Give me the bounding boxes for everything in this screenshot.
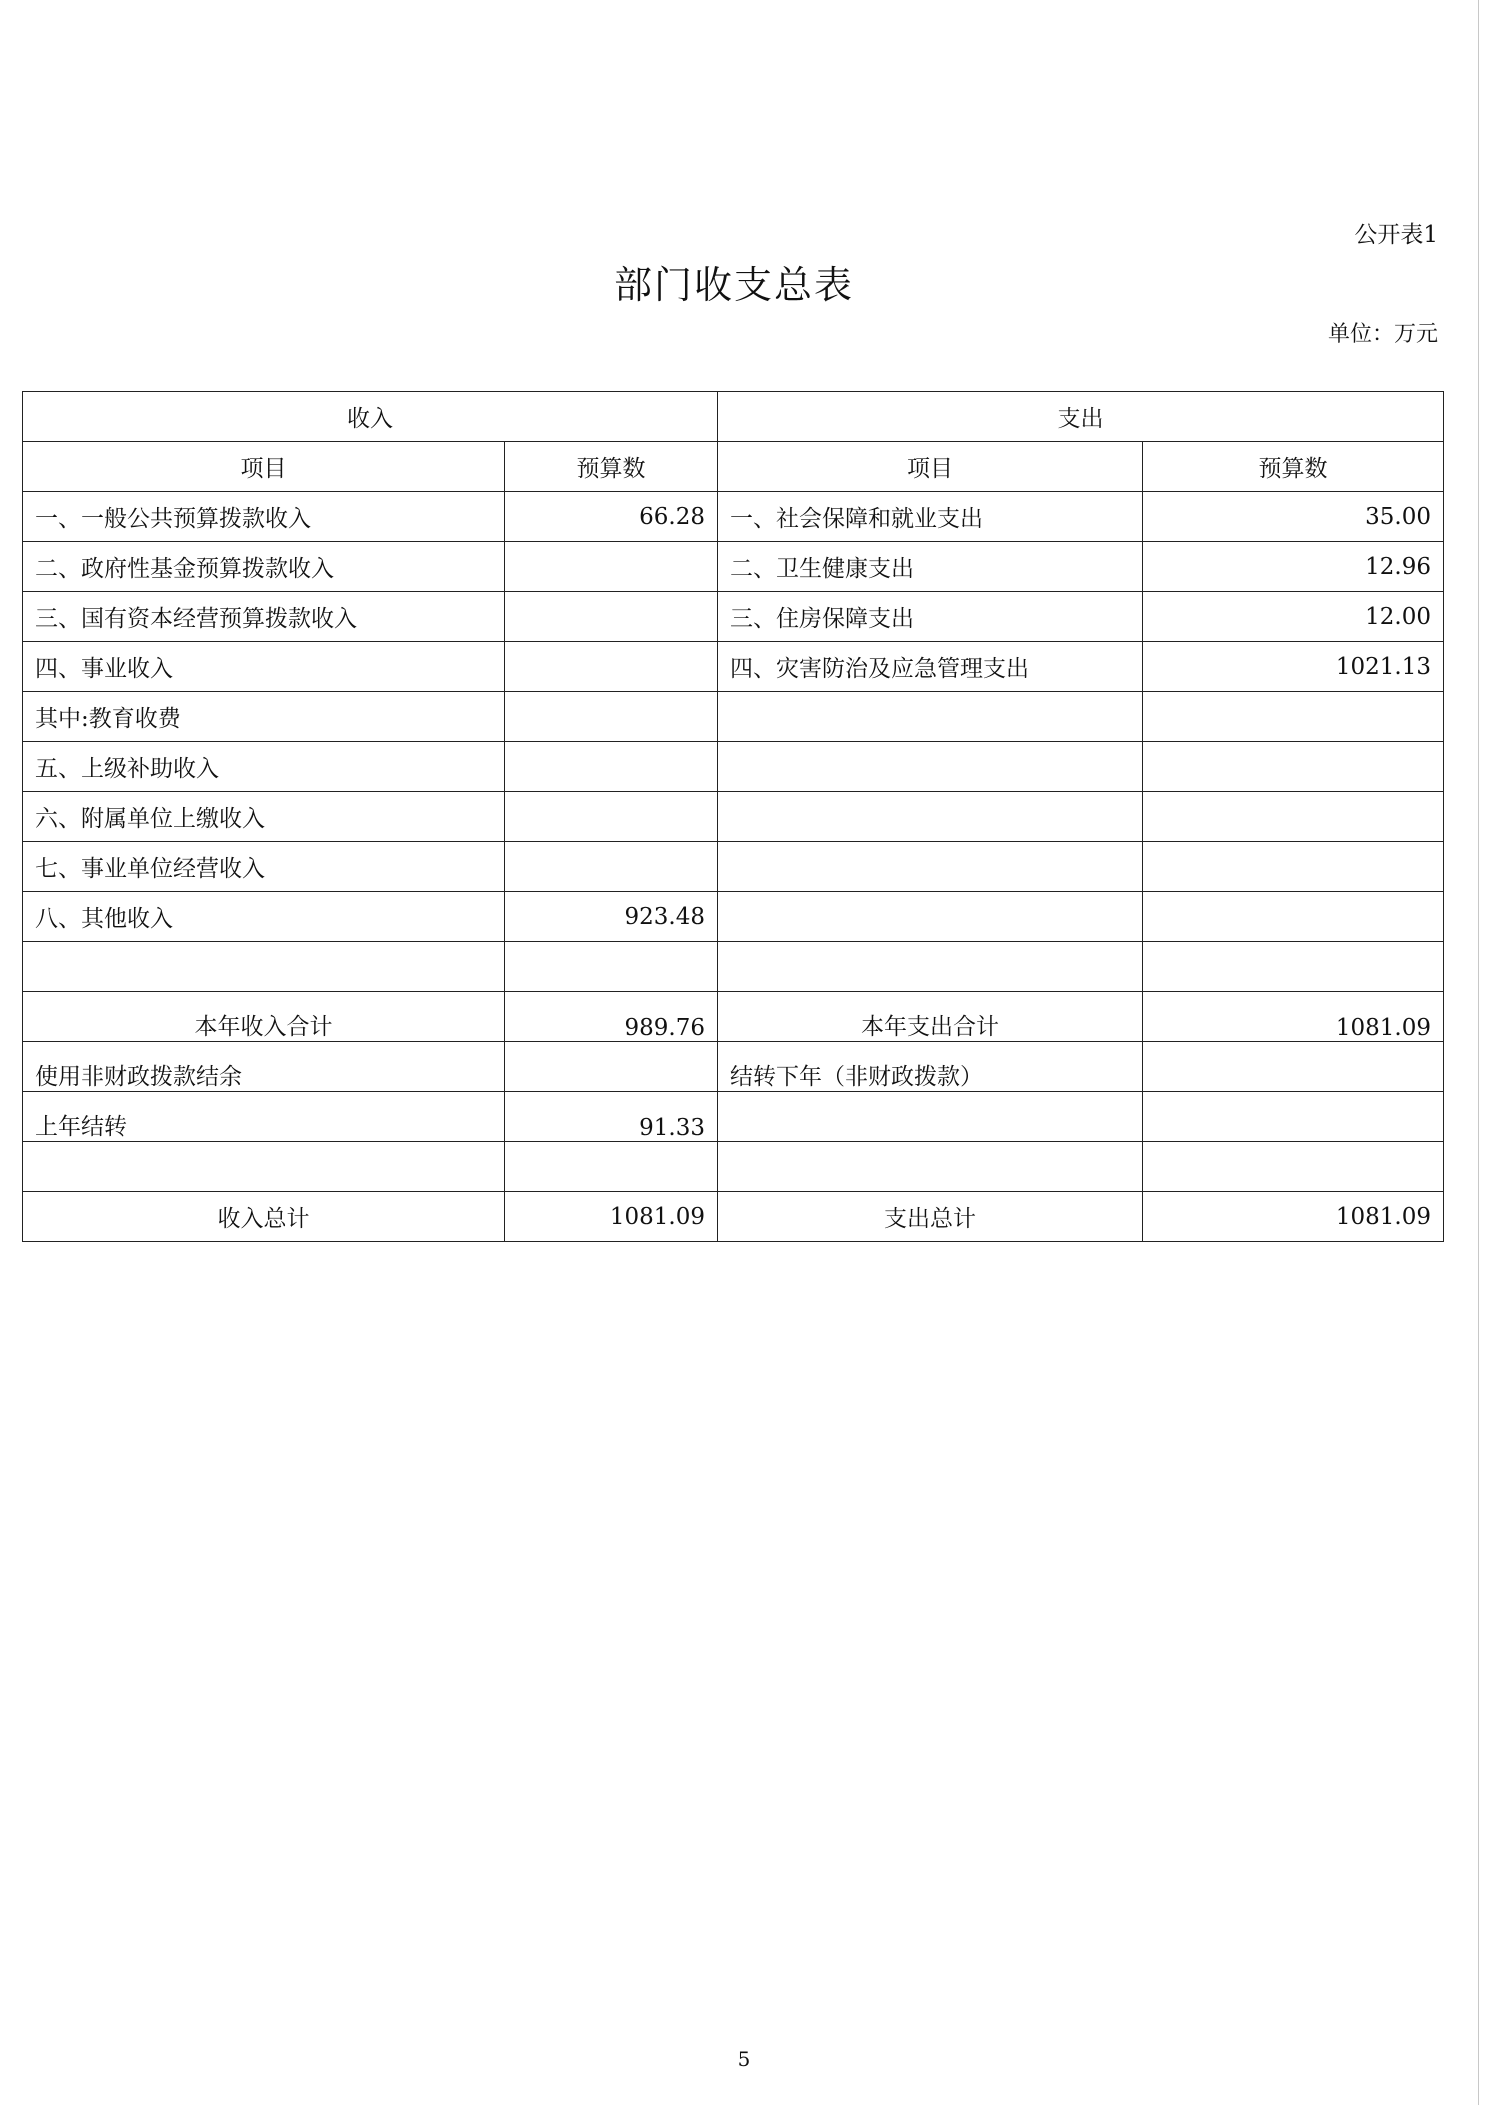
year-total-row	[23, 992, 1444, 1042]
income-budget-column-header: 预算数	[505, 442, 718, 492]
expense-budget-column-header: 预算数	[1143, 442, 1444, 492]
income-value	[505, 592, 718, 642]
table-row	[23, 742, 1444, 792]
income-item: 二、政府性基金预算拨款收入	[23, 542, 505, 592]
expense-value	[1143, 792, 1444, 842]
income-item: 七、事业单位经营收入	[23, 842, 505, 892]
income-item: 四、事业收入	[23, 642, 505, 692]
expense-value	[1143, 1042, 1444, 1092]
expense-item: 四、灾害防治及应急管理支出	[718, 642, 1143, 692]
expense-item	[718, 1142, 1143, 1192]
income-value: 923.48	[505, 892, 718, 942]
budget-summary-table	[22, 391, 1444, 1242]
expense-item	[718, 692, 1143, 742]
expense-value: 1021.13	[1143, 642, 1444, 692]
expense-grand-total-value: 1081.09	[1143, 1192, 1444, 1242]
expense-section-header: 支出	[718, 392, 1444, 442]
income-year-total-label: 本年收入合计	[23, 992, 505, 1042]
expense-item	[718, 942, 1143, 992]
income-value	[505, 642, 718, 692]
table-row	[23, 542, 1444, 592]
expense-value: 35.00	[1143, 492, 1444, 542]
column-header-row	[23, 442, 1444, 492]
table-row	[23, 1142, 1444, 1192]
income-item	[23, 1142, 505, 1192]
income-item: 三、国有资本经营预算拨款收入	[23, 592, 505, 642]
table-row	[23, 942, 1444, 992]
expense-item	[718, 892, 1143, 942]
section-header-row	[23, 392, 1444, 442]
expense-value: 12.00	[1143, 592, 1444, 642]
expense-value	[1143, 742, 1444, 792]
table-row	[23, 692, 1444, 742]
expense-grand-total-label: 支出总计	[718, 1192, 1143, 1242]
income-grand-total-label: 收入总计	[23, 1192, 505, 1242]
expense-value	[1143, 692, 1444, 742]
expense-item-column-header: 项目	[718, 442, 1143, 492]
expense-value	[1143, 1142, 1444, 1192]
expense-item: 一、社会保障和就业支出	[718, 492, 1143, 542]
income-value	[505, 692, 718, 742]
income-section-header: 收入	[23, 392, 718, 442]
table-row	[23, 792, 1444, 842]
income-item-column-header: 项目	[23, 442, 505, 492]
expense-value	[1143, 1092, 1444, 1142]
page-title: 部门收支总表	[613, 263, 854, 307]
income-item: 八、其他收入	[23, 892, 505, 942]
income-value: 91.33	[505, 1092, 718, 1142]
income-item: 六、附属单位上缴收入	[23, 792, 505, 842]
page-right-border	[1478, 0, 1479, 2105]
table-row	[23, 492, 1444, 542]
income-item: 使用非财政拨款结余	[23, 1042, 505, 1092]
table-row	[23, 842, 1444, 892]
expense-value	[1143, 942, 1444, 992]
income-value: 66.28	[505, 492, 718, 542]
income-item: 其中:教育收费	[23, 692, 505, 742]
table-row	[23, 892, 1444, 942]
income-value	[505, 942, 718, 992]
income-value	[505, 842, 718, 892]
table-row	[23, 592, 1444, 642]
income-value	[505, 792, 718, 842]
expense-value	[1143, 842, 1444, 892]
expense-item: 三、住房保障支出	[718, 592, 1143, 642]
income-item: 上年结转	[23, 1092, 505, 1142]
page-number: 5	[737, 2047, 751, 2071]
income-grand-total-value: 1081.09	[505, 1192, 718, 1242]
expense-year-total-label: 本年支出合计	[718, 992, 1143, 1042]
table-row	[23, 642, 1444, 692]
expense-item	[718, 1092, 1143, 1142]
income-value	[505, 542, 718, 592]
expense-item: 二、卫生健康支出	[718, 542, 1143, 592]
income-value	[505, 742, 718, 792]
income-year-total-value: 989.76	[505, 992, 718, 1042]
expense-value: 12.96	[1143, 542, 1444, 592]
income-value	[505, 1042, 718, 1092]
table-number: 公开表1	[1354, 222, 1438, 248]
unit-label: 单位：万元	[1327, 322, 1438, 347]
expense-year-total-value: 1081.09	[1143, 992, 1444, 1042]
income-item	[23, 942, 505, 992]
grand-total-row	[23, 1192, 1444, 1242]
table-row	[23, 1042, 1444, 1092]
table-row	[23, 1092, 1444, 1142]
expense-item	[718, 742, 1143, 792]
expense-item	[718, 792, 1143, 842]
expense-item	[718, 842, 1143, 892]
expense-item: 结转下年（非财政拨款）	[718, 1042, 1143, 1092]
income-item: 五、上级补助收入	[23, 742, 505, 792]
expense-value	[1143, 892, 1444, 942]
income-value	[505, 1142, 718, 1192]
income-item: 一、一般公共预算拨款收入	[23, 492, 505, 542]
